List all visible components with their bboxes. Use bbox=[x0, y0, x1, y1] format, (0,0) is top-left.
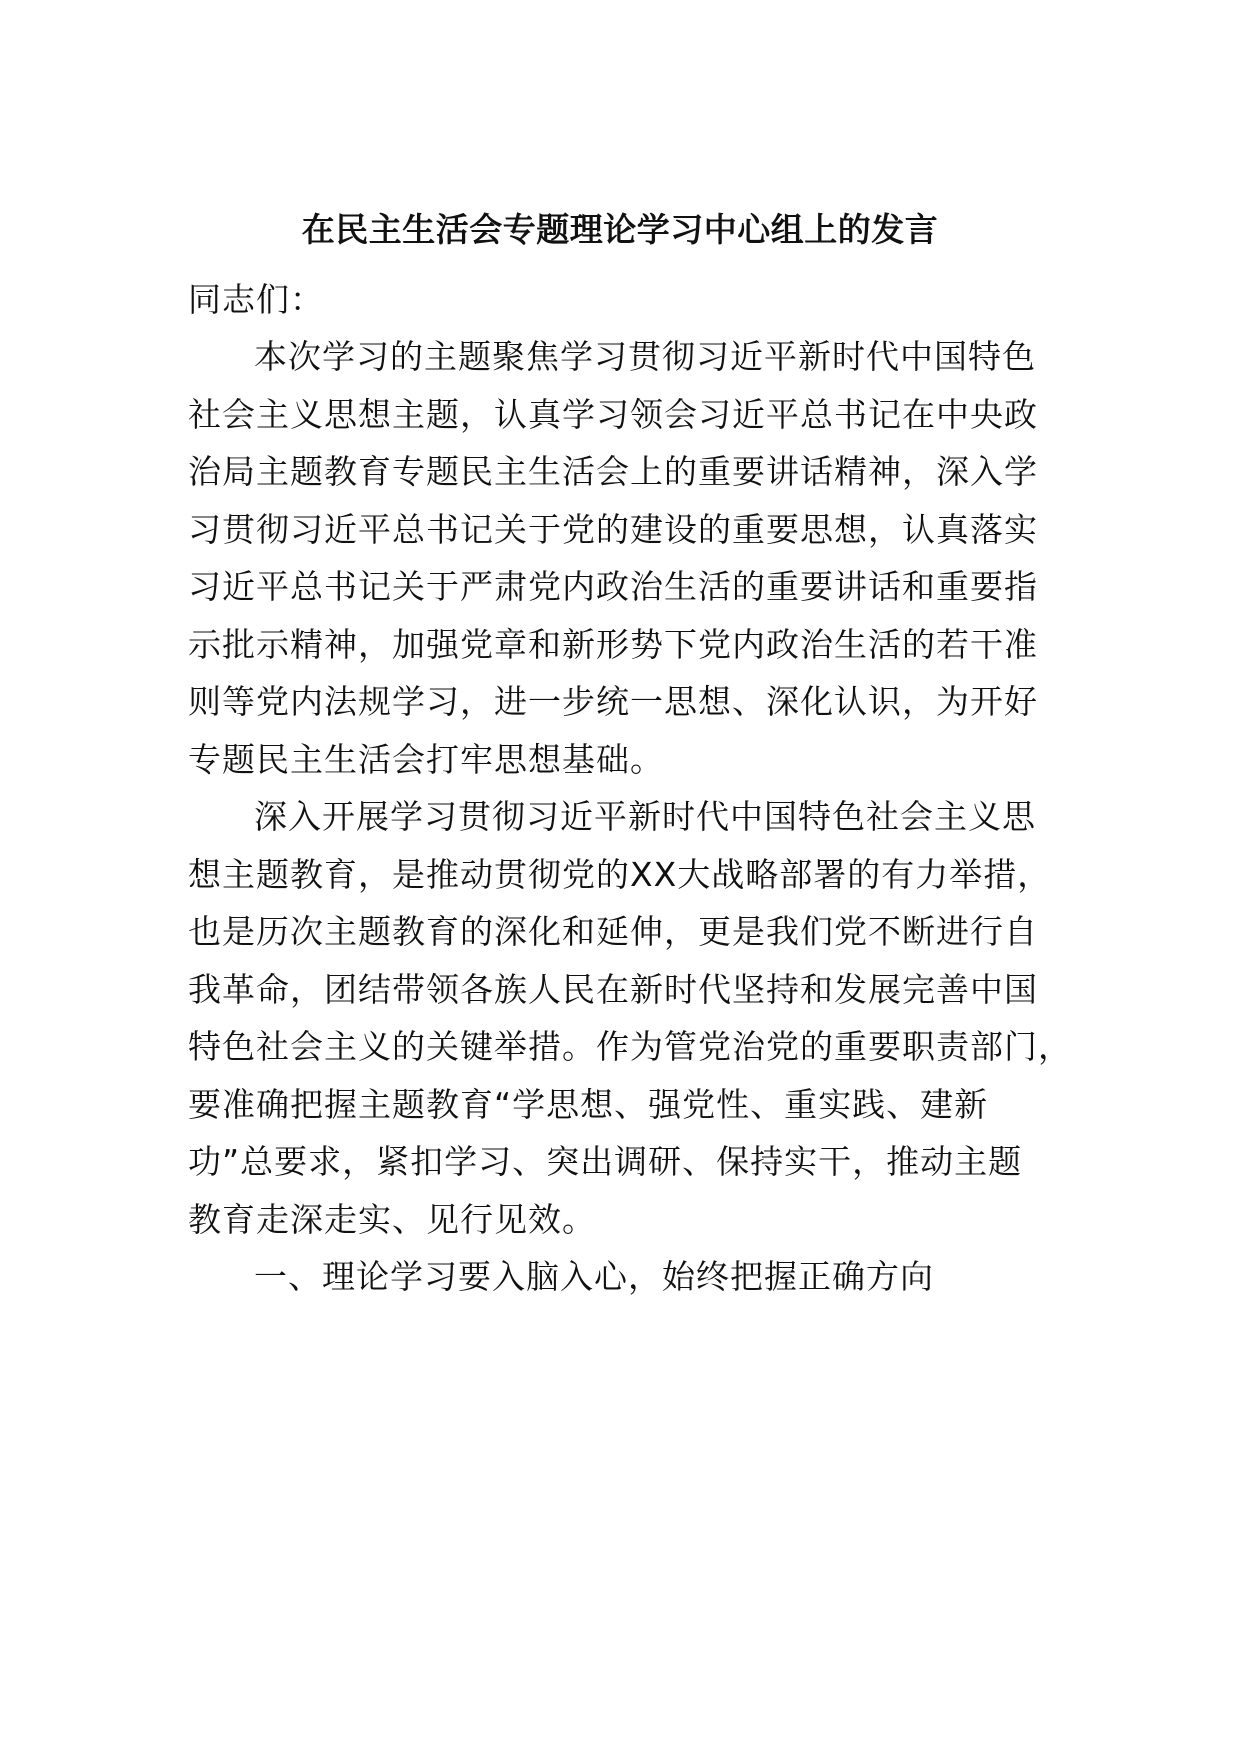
paragraph-1-line-7: 则等党内法规学习，进一步统一思想、深化认识，为开好 bbox=[188, 682, 1038, 721]
document-title: 在民主生活会专题理论学习中心组上的发言 bbox=[301, 210, 939, 249]
paragraph-2-line-8: 教育走深走实、见行见效。 bbox=[188, 1200, 596, 1239]
paragraph-1-line-3: 治局主题教育专题民主生活会上的重要讲话精神，深入学 bbox=[188, 452, 1038, 491]
paragraph-2-line-2: 想主题教育，是推动贯彻党的XX大战略部署的有力举措， bbox=[188, 855, 1052, 894]
paragraph-2-line-4: 我革命，团结带领各族人民在新时代坚持和发展完善中国 bbox=[188, 970, 1038, 1009]
paragraph-2-line-1: 深入开展学习贯彻习近平新时代中国特色社会主义思 bbox=[254, 797, 1036, 836]
paragraph-2-line-5: 特色社会主义的关键举措。作为管党治党的重要职责部门， bbox=[188, 1027, 1072, 1066]
paragraph-2-line-7: 功”总要求，紧扣学习、突出调研、保持实干，推动主题 bbox=[188, 1142, 1023, 1181]
salutation: 同志们： bbox=[188, 280, 324, 319]
paragraph-1-line-4: 习贯彻习近平总书记关于党的建设的重要思想，认真落实 bbox=[188, 510, 1038, 549]
paragraph-1-line-6: 示批示精神，加强党章和新形势下党内政治生活的若干准 bbox=[188, 625, 1038, 664]
paragraph-2-line-3: 也是历次主题教育的深化和延伸，更是我们党不断进行自 bbox=[188, 912, 1038, 951]
paragraph-2-line-6: 要准确把握主题教育“学思想、强党性、重实践、建新 bbox=[188, 1085, 989, 1124]
paragraph-1-line-5: 习近平总书记关于严肃党内政治生活的重要讲话和重要指 bbox=[188, 567, 1038, 606]
paragraph-1-line-1: 本次学习的主题聚焦学习贯彻习近平新时代中国特色 bbox=[254, 337, 1036, 376]
paragraph-1-line-8: 专题民主生活会打牢思想基础。 bbox=[188, 740, 664, 779]
section-heading-1: 一、理论学习要入脑入心，始终把握正确方向 bbox=[254, 1257, 934, 1296]
paragraph-1-line-2: 社会主义思想主题，认真学习领会习近平总书记在中央政 bbox=[188, 395, 1038, 434]
